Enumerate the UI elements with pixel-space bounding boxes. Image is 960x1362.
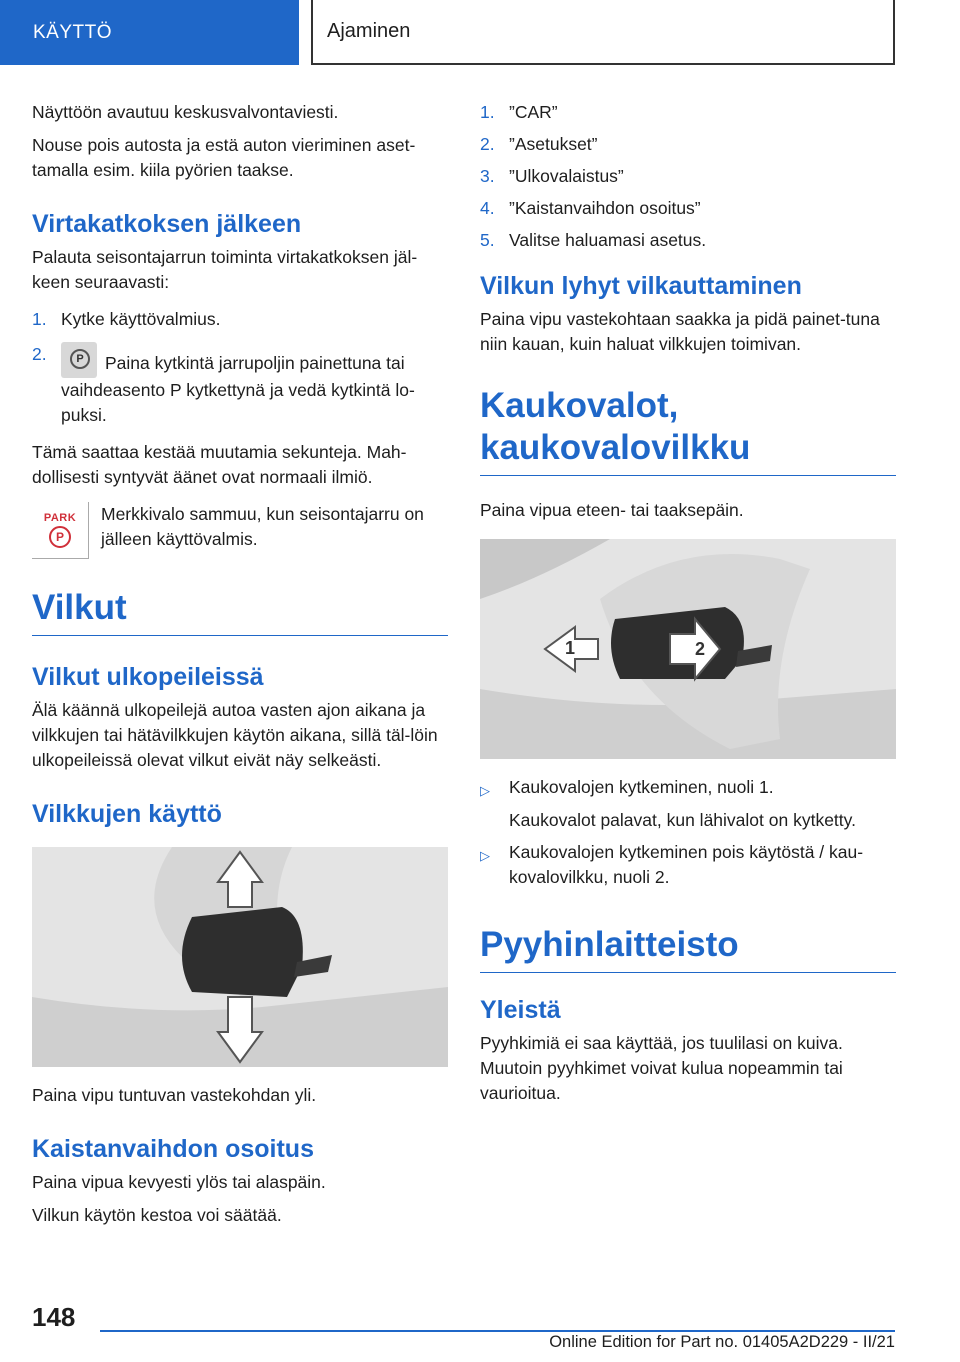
paragraph: Paina vipu tuntuvan vastekohdan yli. xyxy=(32,1085,317,1105)
park-icon-text: PARK xyxy=(43,512,77,524)
paragraph: Paina vipua kevyesti ylös tai alaspäin. xyxy=(32,1172,326,1192)
list-item xyxy=(480,775,896,833)
list-item xyxy=(480,164,896,189)
bullet-list xyxy=(480,775,896,890)
section-label: Ajaminen xyxy=(327,20,411,42)
triangle-bullet-icon: ▷ xyxy=(480,848,490,863)
steps-list xyxy=(480,100,896,253)
footer-divider xyxy=(100,1330,895,1332)
step-text: ”Kaistanvaihdon osoitus” xyxy=(509,198,701,218)
list-item xyxy=(480,196,896,221)
list-item xyxy=(480,840,896,890)
step-number: 1. xyxy=(480,102,495,122)
note-box xyxy=(32,502,448,559)
step-number: 5. xyxy=(480,230,495,250)
step-number: 4. xyxy=(480,198,495,218)
chapter-label: KÄYTTÖ xyxy=(33,21,113,43)
step-text: ”Asetukset” xyxy=(509,134,598,154)
right-column xyxy=(480,100,896,1118)
left-column xyxy=(32,100,448,1240)
paragraph: Vilkun käytön kestoa voi säätää. xyxy=(32,1205,282,1225)
bullet-text: Kaukovalojen kytkeminen pois käytöstä / kau‐kovalovilkku, nuoli 2. xyxy=(509,842,864,887)
page-number: 148 xyxy=(32,1302,76,1332)
park-icon-symbol: P xyxy=(49,526,71,548)
list-item xyxy=(32,307,448,332)
steps-list xyxy=(32,307,448,428)
bullet-subtext: Kaukovalot palavat, kun lähivalot on kytketty. xyxy=(509,810,856,830)
paragraph: Paina vipu vastekohtaan saakka ja pidä painet‐tuna niin kauan, kuin haluat vilkkujen toimivan. xyxy=(480,309,880,354)
step-text: Kytke käyttövalmius. xyxy=(61,309,221,329)
step-text: ”CAR” xyxy=(509,102,558,122)
list-item xyxy=(480,228,896,253)
bullet-text: Kaukovalojen kytkeminen, nuoli 1. xyxy=(509,777,774,797)
heading-kaistanvaihto: Kaistanvaihdon osoitus xyxy=(32,1135,314,1163)
heading-kaukovalot: Kaukovalot, kaukovalovilkku xyxy=(480,385,896,476)
list-item xyxy=(480,132,896,157)
footer-edition: Online Edition for Part no. 01405A2D229 - II/21 xyxy=(549,1333,895,1351)
chapter-tab xyxy=(0,0,299,65)
step-number: 1. xyxy=(32,309,47,329)
high-beam-lever-illustration xyxy=(480,539,896,759)
paragraph: Paina vipua eteen- tai taaksepäin. xyxy=(480,500,744,520)
paragraph: Nouse pois autosta ja estä auton vieriminen aset‐tamalla esim. kiila pyörien taakse. xyxy=(32,135,416,180)
heading-lyhyt: Vilkun lyhyt vilkauttaminen xyxy=(480,272,802,300)
paragraph: Älä käännä ulkopeilejä autoa vasten ajon aikana ja vilkkujen tai hätävilkkujen käytön aikana, sillä täl‐löin ulkopeileissä olevat vilkut eivät näy selkeästi. xyxy=(32,700,438,770)
heading-kaytto: Vilkkujen käyttö xyxy=(32,800,222,828)
figure-label-1: 1 xyxy=(565,638,576,658)
step-number: 3. xyxy=(480,166,495,186)
bullet-content xyxy=(509,775,856,833)
step-text: ”Ulkovalaistus” xyxy=(509,166,624,186)
paragraph: Tämä saattaa kestää muutamia sekunteja. Mah‐dollisesti syntyvät äänet ovat normaali ilmiö. xyxy=(32,442,407,487)
high-beam-lever-image xyxy=(480,539,896,759)
heading-ulkopeilit: Vilkut ulkopeileissä xyxy=(32,663,264,691)
step-number: 2. xyxy=(480,134,495,154)
step-text: Paina kytkintä jarrupoljin painettuna tai vaihdeasento P kytkettynä ja vedä kytkintä lo‐puksi. xyxy=(61,353,415,425)
paragraph: Palauta seisontajarrun toiminta virtakatkoksen jäl‐keen seuraavasti: xyxy=(32,247,418,292)
turn-signal-lever-illustration xyxy=(32,847,448,1067)
figure-label-2: 2 xyxy=(695,639,706,659)
triangle-bullet-icon: ▷ xyxy=(480,783,490,798)
park-indicator-icon xyxy=(32,502,89,559)
step-content xyxy=(61,342,448,428)
note-text: Merkkivalo sammuu, kun seisontajarru on jälleen käyttövalmis. xyxy=(101,504,424,549)
step-number: 2. xyxy=(32,344,47,364)
paragraph: Näyttöön avautuu keskusvalvontaviesti. xyxy=(32,102,339,122)
heading-virtakatkos: Virtakatkoksen jälkeen xyxy=(32,210,302,238)
heading-yleista: Yleistä xyxy=(480,996,561,1024)
parking-brake-button-icon xyxy=(61,342,97,378)
list-item xyxy=(32,342,448,428)
list-item xyxy=(480,100,896,125)
heading-vilkut: Vilkut xyxy=(32,587,448,636)
paragraph: Pyyhkimiä ei saa käyttää, jos tuulilasi on kuiva. Muutoin pyyhkimet voivat kulua nopeammin tai vaurioitua. xyxy=(480,1033,843,1103)
step-text: Valitse haluamasi asetus. xyxy=(509,230,707,250)
heading-pyyhin: Pyyhinlaitteisto xyxy=(480,924,896,973)
section-header xyxy=(311,0,895,65)
turn-signal-lever-image xyxy=(32,847,448,1067)
